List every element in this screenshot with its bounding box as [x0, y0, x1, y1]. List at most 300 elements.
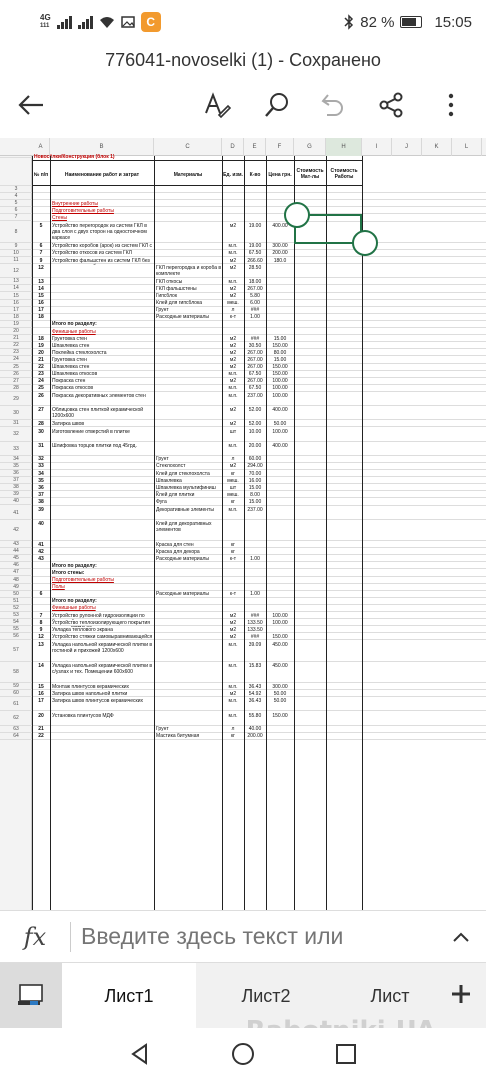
cell-e[interactable]: 267.00: [247, 364, 263, 371]
row-header[interactable]: 6: [0, 207, 32, 214]
cell-f[interactable]: [266, 286, 294, 293]
row-header[interactable]: 4: [0, 193, 32, 200]
cell-e[interactable]: 5.80: [250, 293, 260, 300]
cell-c[interactable]: [154, 321, 222, 328]
row-header[interactable]: 19: [0, 321, 32, 328]
cell-c[interactable]: [154, 393, 222, 407]
cell-e[interactable]: [244, 208, 266, 215]
cell-c[interactable]: Мастика битумная: [156, 733, 200, 740]
cell-d[interactable]: м2: [229, 285, 237, 292]
cell-b[interactable]: [50, 456, 154, 463]
cell-b[interactable]: Устройство теплоизолирующего покрытия: [52, 619, 150, 626]
cell-f[interactable]: 150.00: [272, 633, 288, 640]
cell-b[interactable]: Итого стены:: [52, 569, 85, 576]
cell-b[interactable]: [50, 478, 154, 485]
cell-f[interactable]: 50.00: [273, 698, 287, 705]
cell-e[interactable]: 237.00: [247, 506, 263, 513]
cell-c[interactable]: Грунт: [156, 456, 169, 463]
cell-a[interactable]: 40: [38, 521, 44, 528]
cell-d[interactable]: м.п.: [228, 506, 238, 513]
row-header[interactable]: 31: [0, 420, 32, 427]
cell-e[interactable]: [244, 194, 266, 201]
cell-d[interactable]: м2: [229, 342, 237, 349]
row-header[interactable]: 51: [0, 598, 32, 605]
cell-f[interactable]: [266, 584, 294, 591]
cell-c[interactable]: Клей для стеклохолста: [156, 470, 210, 477]
cell-e[interactable]: 19.00: [248, 243, 262, 250]
cell-f[interactable]: [266, 265, 294, 279]
row-header[interactable]: 16: [0, 300, 32, 307]
cell-b[interactable]: Финишные работы: [52, 605, 96, 612]
cell-f[interactable]: [266, 556, 294, 563]
row-header[interactable]: 12: [0, 264, 32, 278]
column-header-l[interactable]: L: [452, 138, 482, 156]
row-header[interactable]: 35: [0, 463, 32, 470]
cell-f[interactable]: 150.00: [272, 712, 288, 719]
cell-c[interactable]: [154, 642, 222, 663]
cell-d[interactable]: м.п.: [228, 698, 238, 705]
cell-d[interactable]: [222, 321, 244, 328]
cell-b[interactable]: [50, 521, 154, 542]
cell-e[interactable]: 36.43: [248, 698, 262, 705]
cell-e[interactable]: 1.00: [250, 314, 260, 321]
cell-e[interactable]: ###: [250, 307, 260, 314]
cell-d[interactable]: м.п.: [228, 393, 238, 399]
cell-d[interactable]: [222, 577, 244, 584]
cell-e[interactable]: 70.00: [248, 470, 262, 477]
cell-c[interactable]: [154, 350, 222, 357]
cell-e[interactable]: ###: [250, 612, 260, 619]
cell-b[interactable]: Изготовление отверстий в плитке: [52, 428, 130, 435]
cell-b[interactable]: [50, 485, 154, 492]
cell-d[interactable]: [222, 187, 244, 194]
cell-a[interactable]: 12: [38, 633, 44, 640]
cell-a[interactable]: [32, 201, 50, 208]
row-header[interactable]: 44: [0, 548, 32, 555]
cell-f[interactable]: [266, 598, 294, 605]
cell-b[interactable]: [50, 300, 154, 307]
cell-d[interactable]: м2: [229, 626, 237, 633]
row-header[interactable]: 23: [0, 349, 32, 356]
cell-e[interactable]: [244, 187, 266, 194]
cell-c[interactable]: [154, 605, 222, 612]
cell-c[interactable]: [154, 620, 222, 627]
cell-e[interactable]: 1.00: [250, 591, 260, 598]
cell-c[interactable]: Грунт: [156, 307, 169, 314]
cell-d[interactable]: м2: [229, 293, 237, 300]
cell-d[interactable]: [222, 563, 244, 570]
cell-b[interactable]: Установка плинтусов МДФ: [52, 712, 114, 719]
cell-d[interactable]: м2: [229, 265, 237, 272]
fx-label[interactable]: fx: [23, 922, 47, 951]
column-header-g[interactable]: G: [294, 138, 326, 156]
cell-b[interactable]: Покраска стен: [52, 378, 86, 385]
cell-a[interactable]: 17: [38, 307, 44, 314]
cell-a[interactable]: [32, 208, 50, 215]
cell-a[interactable]: 38: [38, 498, 44, 505]
cell-b[interactable]: Стены: [52, 214, 67, 221]
cell-e[interactable]: 6.00: [250, 300, 260, 307]
cell-b[interactable]: Укладка теплового экрана: [52, 626, 113, 633]
cell-e[interactable]: [244, 598, 266, 605]
cell-a[interactable]: 18: [38, 335, 44, 342]
cell-f[interactable]: [266, 300, 294, 307]
row-header[interactable]: 33: [0, 442, 32, 456]
cell-d[interactable]: кг: [230, 470, 235, 477]
cell-a[interactable]: 24: [38, 378, 44, 385]
row-header[interactable]: 58: [0, 662, 32, 683]
cell-f[interactable]: 100.00: [272, 378, 288, 385]
cell-e[interactable]: 200.00: [247, 733, 263, 740]
cell-f[interactable]: [266, 485, 294, 492]
column-header-c[interactable]: C: [154, 138, 222, 156]
cell-d[interactable]: м2: [229, 612, 237, 619]
cell-b[interactable]: Итого по разделу:: [52, 321, 97, 328]
cell-c[interactable]: [154, 429, 222, 443]
nav-back-icon[interactable]: [128, 1042, 152, 1066]
row-header[interactable]: 52: [0, 605, 32, 612]
row-header[interactable]: 10: [0, 250, 32, 257]
cell-b[interactable]: Внутренние работы: [52, 200, 98, 207]
cell-c[interactable]: [154, 243, 222, 250]
cell-a[interactable]: 30: [38, 428, 44, 435]
cell-a[interactable]: [32, 605, 50, 612]
cell-a[interactable]: 13: [38, 278, 44, 285]
cell-c[interactable]: Расходные материалы: [156, 314, 209, 321]
cell-e[interactable]: 36.43: [248, 683, 262, 690]
cell-f[interactable]: [266, 605, 294, 612]
column-header-a[interactable]: A: [32, 138, 50, 156]
cell-b[interactable]: [50, 556, 154, 563]
cell-b[interactable]: Итого по разделу:: [52, 598, 97, 605]
cell-b[interactable]: [50, 542, 154, 549]
cell-e[interactable]: 8.00: [250, 491, 260, 498]
cell-d[interactable]: м.п.: [228, 278, 238, 285]
row-header[interactable]: 30: [0, 406, 32, 420]
row-header[interactable]: 43: [0, 541, 32, 548]
cell-c[interactable]: Клей для гипсблока: [156, 300, 203, 307]
cell-c[interactable]: [154, 443, 222, 457]
expand-formula-button[interactable]: [436, 931, 486, 943]
cell-a[interactable]: 7: [39, 250, 43, 257]
cell-c[interactable]: [154, 698, 222, 712]
cell-f[interactable]: [266, 549, 294, 556]
share-button[interactable]: [376, 90, 406, 120]
cell-e[interactable]: [244, 563, 266, 570]
cell-b[interactable]: Шлифовка торцов плитки под 45грд.: [52, 442, 137, 449]
cell-d[interactable]: меш.: [227, 477, 239, 484]
cell-e[interactable]: 39.09: [248, 642, 262, 649]
cell-d[interactable]: м2: [229, 364, 237, 371]
row-header[interactable]: 13: [0, 278, 32, 285]
cell-f[interactable]: [266, 194, 294, 201]
cell-f[interactable]: 80.00: [273, 349, 287, 356]
cell-f[interactable]: [266, 733, 294, 740]
cell-e[interactable]: 267.00: [247, 378, 263, 385]
cell-a[interactable]: 17: [38, 698, 44, 705]
cell-b[interactable]: Устройство стяжки самовыравнивающейся: [52, 633, 153, 640]
cell-e[interactable]: 52.00: [248, 407, 262, 414]
cell-b[interactable]: Устройство рулонной гидроизоляции по: [52, 612, 145, 619]
cell-c[interactable]: [154, 215, 222, 222]
add-sheet-button[interactable]: [450, 983, 472, 1009]
row-header[interactable]: 41: [0, 506, 32, 520]
cell-e[interactable]: 15.00: [248, 484, 262, 491]
row-header[interactable]: 50: [0, 591, 32, 598]
column-header-i[interactable]: I: [362, 138, 392, 156]
cell-b[interactable]: Шпаклевка откосов: [52, 371, 98, 378]
cell-f[interactable]: 300.00: [272, 683, 288, 690]
cell-c[interactable]: [154, 194, 222, 201]
format-button[interactable]: [202, 90, 232, 120]
more-button[interactable]: [436, 90, 466, 120]
cell-d[interactable]: м.п.: [228, 371, 238, 378]
cell-c[interactable]: [154, 187, 222, 194]
cell-d[interactable]: м2: [229, 463, 237, 470]
cell-a[interactable]: [32, 570, 50, 577]
cell-f[interactable]: [266, 293, 294, 300]
cell-d[interactable]: м2: [229, 349, 237, 356]
cell-b[interactable]: [50, 265, 154, 279]
cell-f[interactable]: 150.00: [272, 364, 288, 371]
cell-a[interactable]: 21: [38, 726, 44, 733]
cell-grid[interactable]: [32, 156, 486, 910]
cell-e[interactable]: 267.00: [247, 356, 263, 363]
row-header[interactable]: 25: [0, 364, 32, 371]
cell-c[interactable]: [154, 258, 222, 265]
cell-e[interactable]: 16.00: [248, 477, 262, 484]
sheet-tab-1[interactable]: Лист1: [62, 963, 196, 1029]
cell-f[interactable]: [266, 321, 294, 328]
cell-d[interactable]: л: [231, 307, 235, 314]
cell-d[interactable]: меш.: [227, 491, 239, 498]
cell-a[interactable]: 16: [38, 300, 44, 307]
cell-b[interactable]: Устройство фальшстен из систем ГКЛ без: [52, 257, 150, 264]
cell-d[interactable]: [222, 201, 244, 208]
cell-e[interactable]: [244, 321, 266, 328]
cell-d[interactable]: [222, 215, 244, 222]
cell-e[interactable]: [244, 577, 266, 584]
cell-e[interactable]: 267.00: [247, 349, 263, 356]
cell-e[interactable]: 15.83: [248, 663, 262, 670]
row-header[interactable]: 15: [0, 293, 32, 300]
row-header[interactable]: 29: [0, 392, 32, 406]
cell-f[interactable]: [266, 463, 294, 470]
cell-c[interactable]: Клей для декоративных элементов: [156, 521, 212, 534]
cell-b[interactable]: [50, 293, 154, 300]
cell-e[interactable]: 54.92: [248, 690, 262, 697]
cell-a[interactable]: 9: [39, 626, 43, 633]
cell-f[interactable]: [266, 329, 294, 336]
cell-d[interactable]: м2: [229, 223, 237, 230]
cell-f[interactable]: [266, 492, 294, 499]
cell-f[interactable]: [266, 471, 294, 478]
cell-b[interactable]: Подготовительные работы: [52, 577, 114, 584]
cell-e[interactable]: 67.50: [248, 371, 262, 378]
cell-c[interactable]: [154, 613, 222, 620]
cell-f[interactable]: [266, 570, 294, 577]
cell-b[interactable]: Подготовительные работы: [52, 207, 114, 214]
column-header-d[interactable]: D: [222, 138, 244, 156]
cell-d[interactable]: м.п.: [228, 663, 238, 670]
cell-d[interactable]: м2: [229, 257, 237, 264]
cell-c[interactable]: Краска для стен: [156, 541, 194, 548]
cell-f[interactable]: 100.00: [272, 385, 288, 392]
cell-b[interactable]: Укладка напольной керамической плитки в с/узлах и тех. Помещении 600х600: [52, 663, 153, 676]
cell-d[interactable]: м2: [229, 619, 237, 626]
cell-f[interactable]: 100.00: [272, 612, 288, 619]
cell-f[interactable]: [266, 507, 294, 521]
cell-f[interactable]: 15.00: [273, 335, 287, 342]
row-header[interactable]: 40: [0, 498, 32, 505]
cell-a[interactable]: 26: [38, 393, 44, 399]
cell-a[interactable]: 19: [38, 342, 44, 349]
row-header[interactable]: 21: [0, 335, 32, 342]
cell-c[interactable]: Гипсблок: [156, 293, 178, 300]
cell-b[interactable]: Итого по разделу:: [52, 562, 97, 569]
cell-b[interactable]: Монтаж плинтусов керамических: [52, 683, 130, 690]
cell-d[interactable]: м.п.: [228, 442, 238, 449]
cell-c[interactable]: ГКЛ фальшстены: [156, 285, 197, 292]
cell-e[interactable]: 60.00: [248, 456, 262, 463]
row-header[interactable]: 64: [0, 733, 32, 740]
row-header[interactable]: 7: [0, 214, 32, 221]
cell-c[interactable]: [154, 627, 222, 634]
cell-f[interactable]: 50.00: [273, 690, 287, 697]
cell-a[interactable]: 16: [38, 690, 44, 697]
cell-d[interactable]: [222, 194, 244, 201]
cell-a[interactable]: 9: [39, 257, 43, 264]
row-header[interactable]: 55: [0, 626, 32, 633]
cell-d[interactable]: м.п.: [228, 683, 238, 690]
cell-f[interactable]: [266, 456, 294, 463]
cell-e[interactable]: 133.50: [247, 619, 263, 626]
cell-d[interactable]: [222, 521, 244, 542]
cell-a[interactable]: 36: [38, 484, 44, 491]
cell-f[interactable]: [266, 478, 294, 485]
cell-b[interactable]: [50, 507, 154, 521]
row-header[interactable]: 28: [0, 385, 32, 392]
cell-f[interactable]: 400.00: [272, 442, 288, 449]
cell-a[interactable]: 41: [38, 541, 44, 548]
cell-c[interactable]: [154, 713, 222, 727]
cell-c[interactable]: [154, 371, 222, 378]
column-header-h[interactable]: H: [326, 138, 362, 156]
cell-d[interactable]: кг: [230, 541, 235, 548]
cell-b[interactable]: Устройство перегородок из систем ГКЛ в два слоя с двух сторон на одностоечном каркасе: [52, 223, 147, 242]
cell-c[interactable]: [154, 343, 222, 350]
cell-e[interactable]: 133.50: [247, 626, 263, 633]
cell-c[interactable]: [154, 684, 222, 691]
cell-a[interactable]: 20: [38, 712, 44, 719]
cell-d[interactable]: м2: [229, 690, 237, 697]
cell-b[interactable]: Поклейка стеклохолста: [52, 349, 107, 356]
row-header[interactable]: 47: [0, 569, 32, 576]
cell-f[interactable]: [266, 314, 294, 321]
row-header[interactable]: 26: [0, 371, 32, 378]
row-header[interactable]: 5: [0, 200, 32, 207]
cell-d[interactable]: к-т: [229, 591, 237, 598]
cell-a[interactable]: 6: [39, 243, 43, 250]
cell-a[interactable]: [32, 584, 50, 591]
cell-a[interactable]: 32: [38, 456, 44, 463]
cell-a[interactable]: 20: [38, 349, 44, 356]
cell-d[interactable]: [222, 584, 244, 591]
cell-a[interactable]: 13: [38, 642, 44, 649]
column-header-k[interactable]: K: [422, 138, 452, 156]
cell-e[interactable]: [244, 549, 266, 556]
cell-f[interactable]: [266, 563, 294, 570]
cell-b[interactable]: Укладка напольной керамической плитки в гостиной и прихожей 1200х600: [52, 642, 153, 655]
row-header[interactable]: 9: [0, 243, 32, 250]
cell-d[interactable]: [222, 570, 244, 577]
cell-c[interactable]: [154, 208, 222, 215]
row-header[interactable]: 8: [0, 222, 32, 243]
cell-f[interactable]: 100.00: [272, 619, 288, 626]
selection-handle-end[interactable]: [352, 230, 378, 256]
cell-b[interactable]: [50, 463, 154, 470]
cell-e[interactable]: ###: [250, 335, 260, 342]
cell-b[interactable]: [50, 549, 154, 556]
row-header[interactable]: [0, 160, 32, 186]
cell-d[interactable]: м2: [229, 378, 237, 385]
cell-a[interactable]: 8: [39, 619, 43, 626]
cell-e[interactable]: 20.00: [248, 442, 262, 449]
cell-c[interactable]: [154, 201, 222, 208]
cell-d[interactable]: м2: [229, 420, 237, 427]
cell-a[interactable]: [32, 321, 50, 328]
cell-e[interactable]: 55.80: [248, 712, 262, 719]
row-header[interactable]: 22: [0, 342, 32, 349]
cell-c[interactable]: [154, 336, 222, 343]
row-header[interactable]: 57: [0, 640, 32, 661]
cell-a[interactable]: 31: [38, 442, 44, 449]
cell-c[interactable]: [154, 598, 222, 605]
row-header[interactable]: 32: [0, 427, 32, 441]
row-header[interactable]: 49: [0, 584, 32, 591]
column-header-f[interactable]: F: [266, 138, 294, 156]
cell-c[interactable]: [154, 357, 222, 364]
cell-b[interactable]: Облицовка стен плиткой керамической 1200х600: [52, 407, 144, 420]
cell-a[interactable]: 15: [38, 683, 44, 690]
cell-d[interactable]: м.п.: [228, 250, 238, 257]
cell-b[interactable]: Покраска откосов: [52, 385, 94, 392]
cell-d[interactable]: [222, 208, 244, 215]
cell-d[interactable]: м2: [229, 633, 237, 640]
cell-f[interactable]: 400.00: [272, 223, 288, 230]
row-header[interactable]: 61: [0, 697, 32, 711]
cell-e[interactable]: [244, 542, 266, 549]
cell-f[interactable]: 15.00: [273, 356, 287, 363]
cell-c[interactable]: [154, 223, 222, 244]
cell-e[interactable]: 67.50: [248, 385, 262, 392]
cell-c[interactable]: [154, 563, 222, 570]
cell-a[interactable]: 35: [38, 477, 44, 484]
cell-a[interactable]: 12: [38, 265, 44, 272]
cell-d[interactable]: м.п.: [228, 385, 238, 392]
cell-b[interactable]: Затирка швов плинтусов керамических: [52, 698, 143, 705]
cell-c[interactable]: [154, 329, 222, 336]
cell-a[interactable]: 43: [38, 555, 44, 562]
cell-c[interactable]: [154, 421, 222, 428]
cell-f[interactable]: 50.00: [273, 420, 287, 427]
cell-b[interactable]: [50, 314, 154, 321]
cell-e[interactable]: 266.60: [247, 257, 263, 264]
cell-e[interactable]: 52.00: [248, 420, 262, 427]
row-header[interactable]: 37: [0, 477, 32, 484]
cell-f[interactable]: 100.00: [272, 393, 288, 399]
cell-b[interactable]: Финишные работы: [52, 328, 96, 335]
